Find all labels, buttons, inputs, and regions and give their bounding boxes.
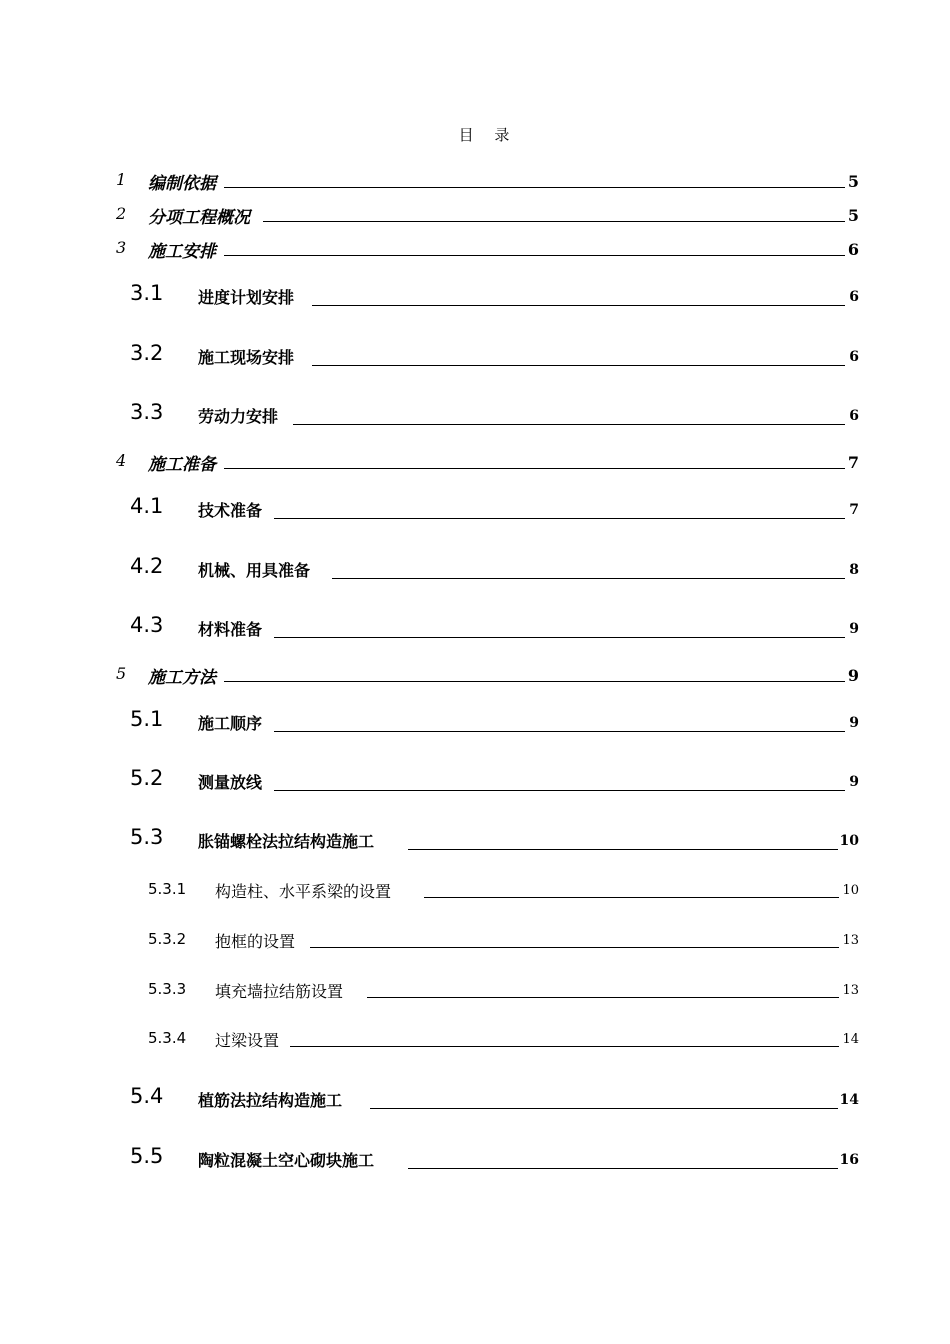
toc-entry-number: 5.5 xyxy=(130,1144,164,1168)
toc-entry-page: 9 xyxy=(849,715,859,731)
toc-entry-page: 14 xyxy=(839,1092,859,1108)
toc-leader-line xyxy=(274,518,845,519)
toc-entry-number: 5.3.1 xyxy=(148,880,187,898)
toc-entry-number: 5.3.2 xyxy=(148,930,187,948)
toc-entry-label: 施工方法 xyxy=(148,668,216,688)
toc-entry[interactable] xyxy=(0,664,950,694)
toc-entry-number: 5 xyxy=(116,664,127,683)
toc-entry[interactable] xyxy=(0,766,950,802)
toc-entry-page: 7 xyxy=(849,502,859,518)
toc-entry-page: 10 xyxy=(839,833,859,849)
toc-entry-page: 6 xyxy=(849,289,859,305)
toc-entry-label: 分项工程概况 xyxy=(148,208,250,228)
toc-entry[interactable] xyxy=(0,613,950,649)
toc-entry-number: 5.2 xyxy=(130,766,164,790)
toc-entry[interactable] xyxy=(0,880,950,910)
toc-entry-page: 9 xyxy=(849,774,859,790)
toc-entry-label: 施工准备 xyxy=(148,455,216,475)
toc-entry-number: 5.3.3 xyxy=(148,980,187,998)
toc-entry-label: 植筋法拉结构造施工 xyxy=(198,1091,343,1110)
toc-entry[interactable] xyxy=(0,281,950,317)
toc-leader-line xyxy=(263,221,845,222)
toc-entry[interactable] xyxy=(0,494,950,530)
toc-leader-line xyxy=(290,1046,839,1047)
toc-entry-label: 进度计划安排 xyxy=(198,288,295,307)
toc-entry-label: 胀锚螺栓法拉结构造施工 xyxy=(198,832,375,851)
toc-leader-line xyxy=(312,305,845,306)
toc-entry[interactable] xyxy=(0,451,950,481)
toc-leader-line xyxy=(224,468,845,469)
toc-entry-number: 3 xyxy=(116,238,127,257)
toc-entry-page: 10 xyxy=(842,883,859,898)
toc-entry-label: 劳动力安排 xyxy=(198,407,279,426)
toc-entry-page: 6 xyxy=(849,349,859,365)
toc-entry-page: 13 xyxy=(842,933,859,948)
toc-entry-label: 施工现场安排 xyxy=(198,348,295,367)
toc-entry[interactable] xyxy=(0,341,950,377)
toc-entry-label: 机械、用具准备 xyxy=(198,561,311,580)
toc-leader-line xyxy=(293,424,845,425)
toc-entry[interactable] xyxy=(0,170,950,200)
toc-leader-line xyxy=(274,637,845,638)
toc-entry-label: 陶粒混凝土空心砌块施工 xyxy=(198,1151,375,1170)
toc-leader-line xyxy=(224,255,845,256)
toc-leader-line xyxy=(224,187,845,188)
toc-leader-line xyxy=(312,365,845,366)
toc-leader-line xyxy=(274,731,845,732)
toc-leader-line xyxy=(424,897,839,898)
toc-entry-label: 填充墙拉结筋设置 xyxy=(215,982,344,1001)
toc-entry[interactable] xyxy=(0,554,950,590)
toc-entry-page: 7 xyxy=(847,453,859,472)
toc-entry-number: 5.3.4 xyxy=(148,1029,187,1047)
toc-entry[interactable] xyxy=(0,980,950,1010)
toc-entry-label: 构造柱、水平系梁的设置 xyxy=(215,882,392,901)
toc-entry-page: 9 xyxy=(847,666,859,685)
toc-entry-page: 13 xyxy=(842,983,859,998)
toc-entry-page: 5 xyxy=(847,172,859,191)
toc-entry[interactable] xyxy=(0,1144,950,1180)
toc-leader-line xyxy=(310,947,839,948)
toc-entry-number: 1 xyxy=(116,170,127,189)
toc-entry-number: 5.4 xyxy=(130,1084,164,1108)
toc-leader-line xyxy=(332,578,845,579)
toc-entry-number: 5.3 xyxy=(130,825,164,849)
toc-entry[interactable] xyxy=(0,825,950,861)
toc-entry-label: 技术准备 xyxy=(198,501,263,520)
toc-leader-line xyxy=(367,997,839,998)
toc-entry-label: 施工安排 xyxy=(148,242,216,262)
toc-entry-number: 4.2 xyxy=(130,554,164,578)
toc-entry-label: 测量放线 xyxy=(198,773,263,792)
toc-entry-label: 抱框的设置 xyxy=(215,932,296,951)
toc-entry-number: 3.3 xyxy=(130,400,164,424)
toc-entry-number: 3.2 xyxy=(130,341,164,365)
toc-entry-page: 16 xyxy=(839,1152,859,1168)
toc-entry-number: 4.3 xyxy=(130,613,164,637)
toc-title: 目 录 xyxy=(458,126,518,144)
toc-leader-line xyxy=(408,849,838,850)
toc-entry-page: 8 xyxy=(849,562,859,578)
toc-entry-page: 6 xyxy=(849,408,859,424)
toc-entry[interactable] xyxy=(0,400,950,436)
toc-leader-line xyxy=(224,681,845,682)
toc-entry-page: 14 xyxy=(842,1032,859,1047)
toc-leader-line xyxy=(370,1108,838,1109)
toc-entry-number: 2 xyxy=(116,204,127,223)
toc-entry-page: 5 xyxy=(847,206,859,225)
toc-entry-number: 5.1 xyxy=(130,707,164,731)
toc-entry-page: 9 xyxy=(849,621,859,637)
toc-entry-number: 4 xyxy=(116,451,127,470)
toc-entry[interactable] xyxy=(0,930,950,960)
toc-leader-line xyxy=(408,1168,838,1169)
toc-entry[interactable] xyxy=(0,204,950,234)
toc-entry-label: 施工顺序 xyxy=(198,714,263,733)
toc-entry-label: 过梁设置 xyxy=(215,1031,280,1050)
toc-entry[interactable] xyxy=(0,1029,950,1059)
toc-entry-page: 6 xyxy=(847,240,859,259)
toc-entry-label: 材料准备 xyxy=(198,620,263,639)
toc-entry[interactable] xyxy=(0,707,950,743)
toc-entry-number: 4.1 xyxy=(130,494,164,518)
toc-entry-label: 编制依据 xyxy=(148,174,216,194)
toc-leader-line xyxy=(274,790,845,791)
toc-entry-number: 3.1 xyxy=(130,281,164,305)
toc-entry[interactable] xyxy=(0,1084,950,1120)
toc-entry[interactable] xyxy=(0,238,950,268)
